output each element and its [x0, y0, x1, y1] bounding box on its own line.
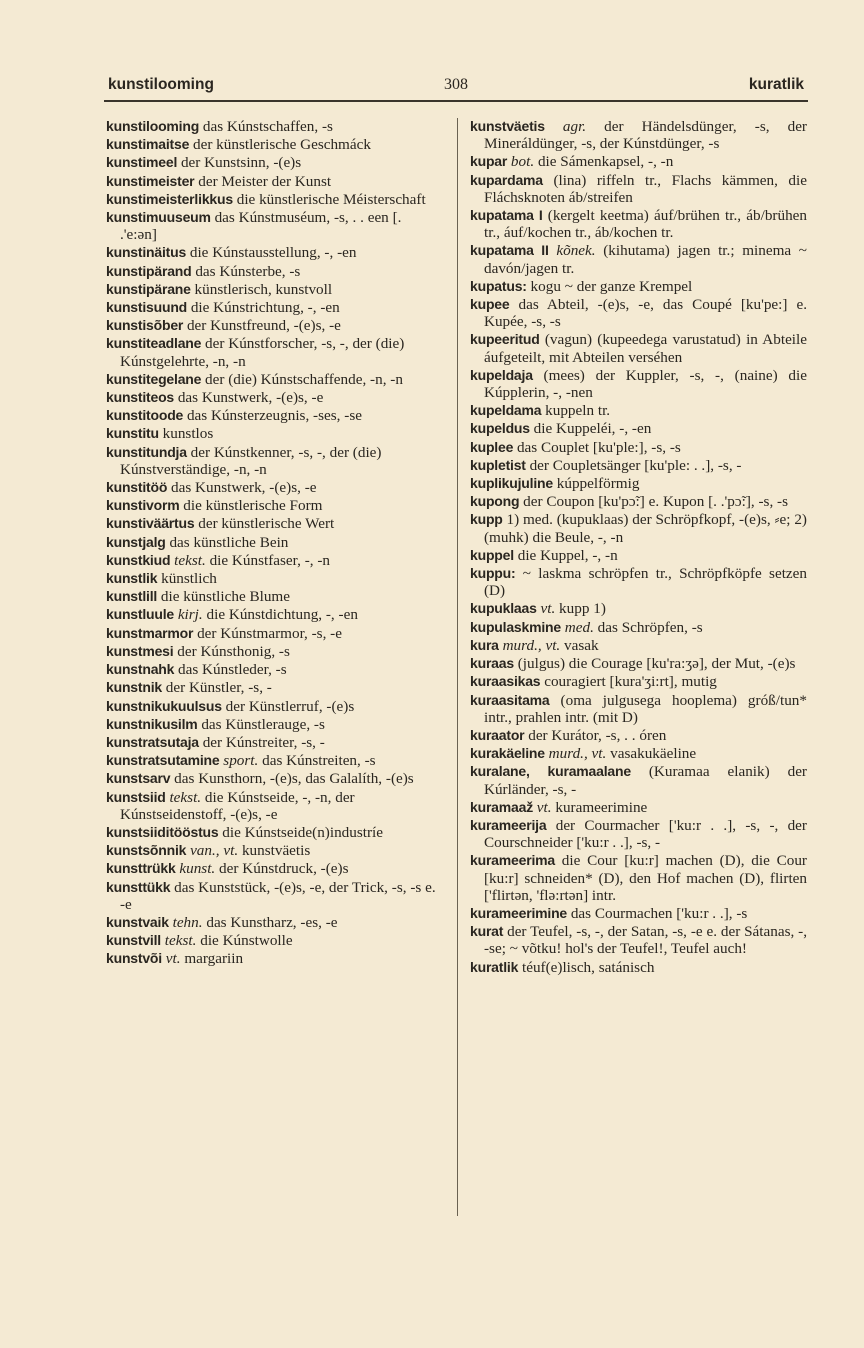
dictionary-entry	[470, 331, 807, 365]
dictionary-entry	[470, 457, 807, 474]
definition: der Künstler, -s, -	[161, 679, 272, 697]
dictionary-entry	[106, 479, 442, 496]
dictionary-entry	[470, 207, 807, 241]
usage-label: vt.	[533, 798, 552, 816]
headword: kunstsiid	[106, 788, 166, 805]
definition: das Kunststück, -(e)s, -e, der Trick, -s, -s e. -e	[120, 878, 436, 913]
definition: das Abteil, -(e)s, -e, das Coupé [ku'pe:] e. Kupée, -s, -s	[484, 296, 807, 331]
dictionary-entry	[106, 335, 442, 369]
definition: das künstliche Bein	[165, 533, 289, 551]
dictionary-entry	[470, 511, 807, 545]
definition: das Kúnstmuséum, -s, . . een [. .'e:ən]	[120, 209, 402, 244]
headword: kupeldama	[470, 402, 542, 419]
definition: der Kúnstreiter, -s, -	[198, 733, 325, 751]
usage-label: vt.	[161, 950, 181, 968]
headword: kunstimuuseum	[106, 209, 211, 226]
dictionary-entry	[470, 402, 807, 419]
dictionary-entry	[106, 679, 442, 696]
definition: kúppelförmig	[552, 475, 640, 493]
headword: kunstmesi	[106, 642, 174, 659]
dictionary-entry	[106, 824, 442, 841]
definition: das Kúnstreiten, -s	[258, 752, 376, 770]
usage-label: tekst.	[165, 788, 202, 806]
definition: (lina) riffeln tr., Flachs kämmen, die Fláchsknoten áb/streifen	[484, 171, 807, 206]
left-column	[106, 118, 442, 969]
dictionary-entry	[106, 932, 442, 949]
definition: der Künstlerruf, -(e)s	[221, 697, 355, 715]
usage-label: tekst.	[161, 932, 197, 950]
definition: der künstlerische Geschmáck	[189, 136, 371, 154]
dictionary-entry	[470, 817, 807, 851]
definition: ~ laskma schröpfen tr., Schröpfköpfe setzen (D)	[484, 565, 807, 600]
definition: der Kunstfreund, -(e)s, -e	[183, 317, 341, 335]
dictionary-entry	[106, 407, 442, 424]
definition: (Kuramaa elanik) der Kúrländer, -s, -	[484, 763, 807, 798]
headword: kuralane, kuramaalane	[470, 763, 631, 780]
headword: kunstratsutaja	[106, 733, 199, 750]
dictionary-entry	[106, 770, 442, 787]
page-number: 308	[444, 76, 468, 93]
dictionary-entry	[106, 842, 442, 859]
dictionary-entry	[106, 734, 442, 751]
dictionary-entry	[106, 154, 442, 171]
headword: kuramaaž	[470, 798, 533, 815]
definition: der Meister der Kunst	[194, 172, 332, 190]
definition: die künstlerische Méisterschaft	[232, 190, 426, 208]
headword: kupuklaas	[470, 600, 537, 617]
headword: kunstnahk	[106, 661, 175, 678]
dictionary-entry	[470, 420, 807, 437]
dictionary-entry	[470, 475, 807, 492]
definition: die Kuppel, -, -n	[513, 546, 618, 564]
headword: kuplikujuline	[470, 475, 553, 492]
definition: das Kunsthorn, -(e)s, das Galalíth, -(e)s	[170, 770, 414, 788]
headword: kunstimaitse	[106, 136, 190, 153]
headword: kuratlik	[470, 958, 519, 975]
dictionary-entry	[106, 263, 442, 280]
dictionary-entry	[106, 118, 442, 135]
headword: kunstilooming	[106, 118, 200, 134]
dictionary-entry	[106, 606, 442, 623]
headword: kunstimeisterlikkus	[106, 190, 233, 207]
definition: kogu ~ der ganze Krempel	[526, 277, 693, 295]
definition: 1) med. (kupuklaas) der Schröpfkopf, -(e)s, ⸗e; 2) (muhk) die Beule, -, -n	[484, 511, 807, 546]
dictionary-entry	[106, 317, 442, 334]
definition: kunstväetis	[238, 842, 311, 860]
headword: kunstvõi	[106, 950, 162, 967]
usage-label: sport.	[219, 752, 259, 770]
headword: kunstimeel	[106, 154, 178, 171]
dictionary-entry	[470, 799, 807, 816]
dictionary-entry	[106, 515, 442, 532]
definition: das Kunstwerk, -(e)s, -e	[174, 389, 324, 407]
dictionary-entry	[106, 914, 442, 931]
dictionary-entry	[470, 296, 807, 330]
headword: kuraasikas	[470, 673, 541, 690]
definition: der Coupon [ku'pɔ̃:] e. Kupon [. .'pɔ̃:], -s, -s	[519, 493, 789, 511]
headword: kunstitöö	[106, 479, 168, 496]
definition: téuf(e)lisch, satánisch	[518, 958, 655, 976]
usage-label: tehn.	[168, 913, 203, 931]
headword: kunstiväärtus	[106, 515, 195, 532]
headword: kunsttükk	[106, 878, 171, 895]
headword: kunstnik	[106, 679, 162, 696]
dictionary-entry	[106, 716, 442, 733]
definition: der Kúnstforscher, -s, -, der (die) Kúnstgelehrte, -n, -n	[120, 335, 405, 370]
definition: der Kúnsthonig, -s	[173, 642, 290, 660]
headword: kura	[470, 636, 499, 653]
definition: die künstlerische Form	[179, 497, 323, 515]
definition: der Kunstsinn, -(e)s	[177, 154, 302, 172]
dictionary-entry	[470, 692, 807, 726]
definition: das Kunstharz, -es, -e	[202, 913, 338, 931]
headword: kupardama	[470, 171, 543, 188]
dictionary-entry	[106, 789, 442, 823]
headword: kunstsarv	[106, 770, 171, 787]
dictionary-entry	[470, 600, 807, 617]
dictionary-entry	[470, 153, 807, 170]
dictionary-entry	[106, 534, 442, 551]
definition: das Kúnstleder, -s	[174, 661, 287, 679]
headword: kunsttrükk	[106, 860, 176, 877]
usage-label: bot.	[507, 153, 535, 171]
definition: der Kúnstdruck, -(e)s	[215, 860, 349, 878]
definition: das Courmachen ['ku:r . .], -s	[567, 904, 748, 922]
definition: künstlerisch, kunstvoll	[190, 280, 333, 298]
dictionary-entry	[470, 727, 807, 744]
headword: kuppu:	[470, 565, 516, 582]
definition: vasak	[560, 636, 599, 654]
headword: kunstjalg	[106, 533, 166, 550]
dictionary-entry	[470, 547, 807, 564]
headword: kunstmarmor	[106, 624, 194, 641]
dictionary-entry	[470, 619, 807, 636]
dictionary-entry	[106, 698, 442, 715]
definition: die Kúnstrichtung, -, -en	[187, 299, 340, 317]
definition: das Kúnsterbe, -s	[191, 262, 301, 280]
definition: kurameerimine	[551, 798, 648, 816]
header-rule	[104, 100, 808, 102]
dictionary-entry	[106, 425, 442, 442]
dictionary-entry	[470, 745, 807, 762]
usage-label: van., vt.	[186, 842, 239, 860]
headword: kunstitoode	[106, 407, 184, 424]
usage-label: kunst.	[175, 860, 216, 878]
usage-label: agr.	[544, 118, 587, 135]
headword: kunstitu	[106, 425, 159, 442]
headword: kunstisõber	[106, 317, 184, 334]
definition: das Couplet [ku'ple:], -s, -s	[513, 438, 681, 456]
dictionary-entry	[106, 244, 442, 261]
headword: kunstkiud	[106, 551, 171, 568]
headword: kunstnikukuulsus	[106, 697, 222, 714]
headword: kunstlill	[106, 588, 158, 605]
definition: couragiert [kura'ʒi:rt], mutig	[540, 673, 717, 691]
definition: das Kúnsterzeugnis, -ses, -se	[183, 407, 362, 425]
dictionary-entry	[106, 570, 442, 587]
dictionary-entry	[106, 752, 442, 769]
definition: das Kúnstschaffen, -s	[199, 118, 333, 135]
dictionary-entry	[106, 136, 442, 153]
definition: künstlich	[157, 570, 217, 588]
definition: der Kurátor, -s, . . óren	[524, 726, 667, 744]
dictionary-entry	[470, 565, 807, 599]
headword: kunstivorm	[106, 497, 180, 514]
headword: kunstvill	[106, 932, 161, 949]
dictionary-entry	[106, 389, 442, 406]
dictionary-entry	[470, 655, 807, 672]
column-divider	[457, 118, 458, 1216]
headword: kunstnikusilm	[106, 715, 198, 732]
usage-label: kirj.	[174, 606, 203, 624]
definition: (julgus) die Courage [ku'ra:ʒə], der Mut, -(e)s	[513, 655, 796, 673]
headword: kupeeritud	[470, 331, 540, 348]
dictionary-entry	[106, 209, 442, 243]
definition: der Courmacher ['ku:r . .], -s, -, der Courschneider ['ku:r . .], -s, -	[484, 816, 807, 852]
definition: der (die) Kúnstschaffende, -n, -n	[201, 370, 403, 388]
headword: kunstisuund	[106, 299, 188, 316]
headword: kunstsiiditööstus	[106, 823, 219, 840]
dictionary-entry	[106, 371, 442, 388]
dictionary-entry	[106, 588, 442, 605]
dictionary-entry	[106, 552, 442, 569]
dictionary-entry	[470, 923, 807, 957]
headword: kupar	[470, 153, 508, 170]
dictionary-entry	[470, 673, 807, 690]
headword: kuraas	[470, 655, 514, 672]
dictionary-entry	[470, 959, 807, 976]
headword: kupp	[470, 511, 503, 528]
definition: kupp 1)	[555, 600, 606, 618]
headword: kuraator	[470, 726, 525, 743]
usage-label: vt.	[536, 600, 556, 618]
definition: das Kunstwerk, -(e)s, -e	[167, 479, 317, 497]
definition: kuppeln tr.	[541, 402, 611, 420]
headword: kuplee	[470, 438, 514, 455]
dictionary-entry	[470, 242, 807, 276]
dictionary-entry	[470, 118, 807, 152]
headword: kupong	[470, 493, 520, 510]
definition: die Kúnstseide, -, -n, der Kúnstseidenstoff, -(e)s, -e	[120, 788, 355, 823]
headword: kurakäeline	[470, 745, 545, 762]
dictionary-entry	[470, 278, 807, 295]
headword: kurameerimine	[470, 904, 568, 921]
right-column	[470, 118, 807, 977]
definition: die Kúnstdichtung, -, -en	[202, 606, 358, 624]
dictionary-entry	[470, 905, 807, 922]
definition: (vagun) (kupeedega varustatud) in Abteile áufgeteilt, mit Abteilen verséhen	[484, 331, 807, 366]
dictionary-entry	[106, 497, 442, 514]
definition: der Teufel, -s, -, der Satan, -s, -e e. der Sátanas, -, -se; ~ võtku! hol's der Teufel!, Teufel auch!	[484, 923, 807, 958]
definition: der Kúnstkenner, -s, -, der (die) Kúnstverständige, -n, -n	[120, 443, 382, 478]
headword: kupee	[470, 296, 510, 313]
dictionary-entry	[106, 191, 442, 208]
definition: die Sámenkapsel, -, -n	[534, 153, 674, 171]
definition: margariin	[180, 950, 244, 968]
headword: kupletist	[470, 456, 526, 473]
definition: der Händelsdünger, -s, der Mineráldünger, -s, der Kúnstdünger, -s	[484, 118, 807, 153]
dictionary-entry	[106, 173, 442, 190]
definition: die Cour [ku:r] machen (D), die Cour [ku:r] schneiden* (D), den Hof machen (D), flirten ['flirtən, 'flə:rtən] intr.	[484, 852, 807, 904]
definition: (kihutama) jagen tr.; minema ~ davón/jagen tr.	[484, 242, 807, 277]
headword: kunstitundja	[106, 443, 187, 460]
usage-label: murd., vt.	[498, 636, 561, 654]
dictionary-entry	[106, 661, 442, 678]
definition: der Kúnstmarmor, -s, -e	[193, 624, 342, 642]
headword: kunstitegelane	[106, 370, 202, 387]
headword: kupulaskmine	[470, 618, 561, 635]
definition: (mees) der Kuppler, -s, -, (naine) die Kúpplerin, -, -nen	[484, 366, 807, 402]
definition: vasakukäeline	[606, 745, 697, 763]
definition: die Kúnstwolle	[196, 932, 293, 950]
dictionary-entry	[106, 444, 442, 478]
headword: kunstratsutamine	[106, 752, 220, 769]
dictionary-entry	[106, 879, 442, 913]
headword: kuraasitama	[470, 691, 550, 708]
definition: der künstlerische Wert	[194, 515, 335, 533]
headword: kunstiteadlane	[106, 335, 202, 352]
headword: kuppel	[470, 546, 514, 563]
usage-label: murd., vt.	[544, 745, 607, 763]
dictionary-entry	[470, 763, 807, 797]
dictionary-entry	[470, 172, 807, 206]
headword: kunstinäitus	[106, 244, 187, 261]
headword: kupatama I	[470, 207, 543, 224]
definition: die künstliche Blume	[157, 588, 290, 606]
usage-label: tekst.	[170, 551, 206, 569]
headword: kunstipärand	[106, 262, 192, 279]
dictionary-entry	[470, 852, 807, 904]
dictionary-entry	[470, 493, 807, 510]
definition: (kergelt keetma) áuf/brühen tr., áb/brühen tr., áuf/kochen tr., áb/kochen tr.	[484, 207, 808, 242]
headword: kurameerija	[470, 816, 547, 833]
headword: kunstipärane	[106, 280, 191, 297]
headword: kunstluule	[106, 606, 175, 623]
dictionary-entry	[106, 299, 442, 316]
definition: die Kúnstseide(n)industríe	[218, 823, 383, 841]
headword: kunstimeister	[106, 172, 195, 189]
dictionary-entry	[470, 439, 807, 456]
dictionary-entry	[106, 860, 442, 877]
headword: kupeldus	[470, 420, 530, 437]
headword: kurat	[470, 923, 504, 940]
definition: die Kúnstausstellung, -, -en	[186, 244, 357, 262]
dictionary-entry	[470, 367, 807, 401]
headword: kupatama II	[470, 242, 549, 259]
dictionary-entry	[106, 643, 442, 660]
headword: kupatus:	[470, 277, 527, 294]
headword: kunstvaik	[106, 913, 169, 930]
left-guide-word: kunstilooming	[108, 76, 214, 93]
definition: die Kuppeléi, -, -en	[529, 420, 652, 438]
dictionary-entry	[106, 950, 442, 967]
definition: der Coupletsänger [ku'ple: . .], -s, -	[525, 456, 742, 474]
definition: kunstlos	[158, 425, 214, 443]
dictionary-entry	[106, 625, 442, 642]
headword: kunstsõnnik	[106, 842, 187, 859]
definition: (oma julgusega hooplema) gróß/tun* intr., prahlen intr. (mit D)	[484, 691, 807, 726]
usage-label: kõnek.	[548, 242, 596, 260]
headword: kupeldaja	[470, 366, 533, 383]
right-guide-word: kuratlik	[748, 76, 804, 93]
headword: kunstlik	[106, 570, 158, 587]
definition: die Kúnstfaser, -, -n	[205, 551, 330, 569]
dictionary-entry	[470, 637, 807, 654]
running-head	[108, 76, 804, 98]
headword: kunstiteos	[106, 389, 175, 406]
definition: das Künstlerauge, -s	[197, 715, 325, 733]
definition: das Schröpfen, -s	[593, 618, 703, 636]
dictionary-entry	[106, 281, 442, 298]
headword: kunstväetis	[470, 118, 545, 134]
usage-label: med.	[560, 618, 594, 636]
headword: kurameerima	[470, 852, 555, 869]
